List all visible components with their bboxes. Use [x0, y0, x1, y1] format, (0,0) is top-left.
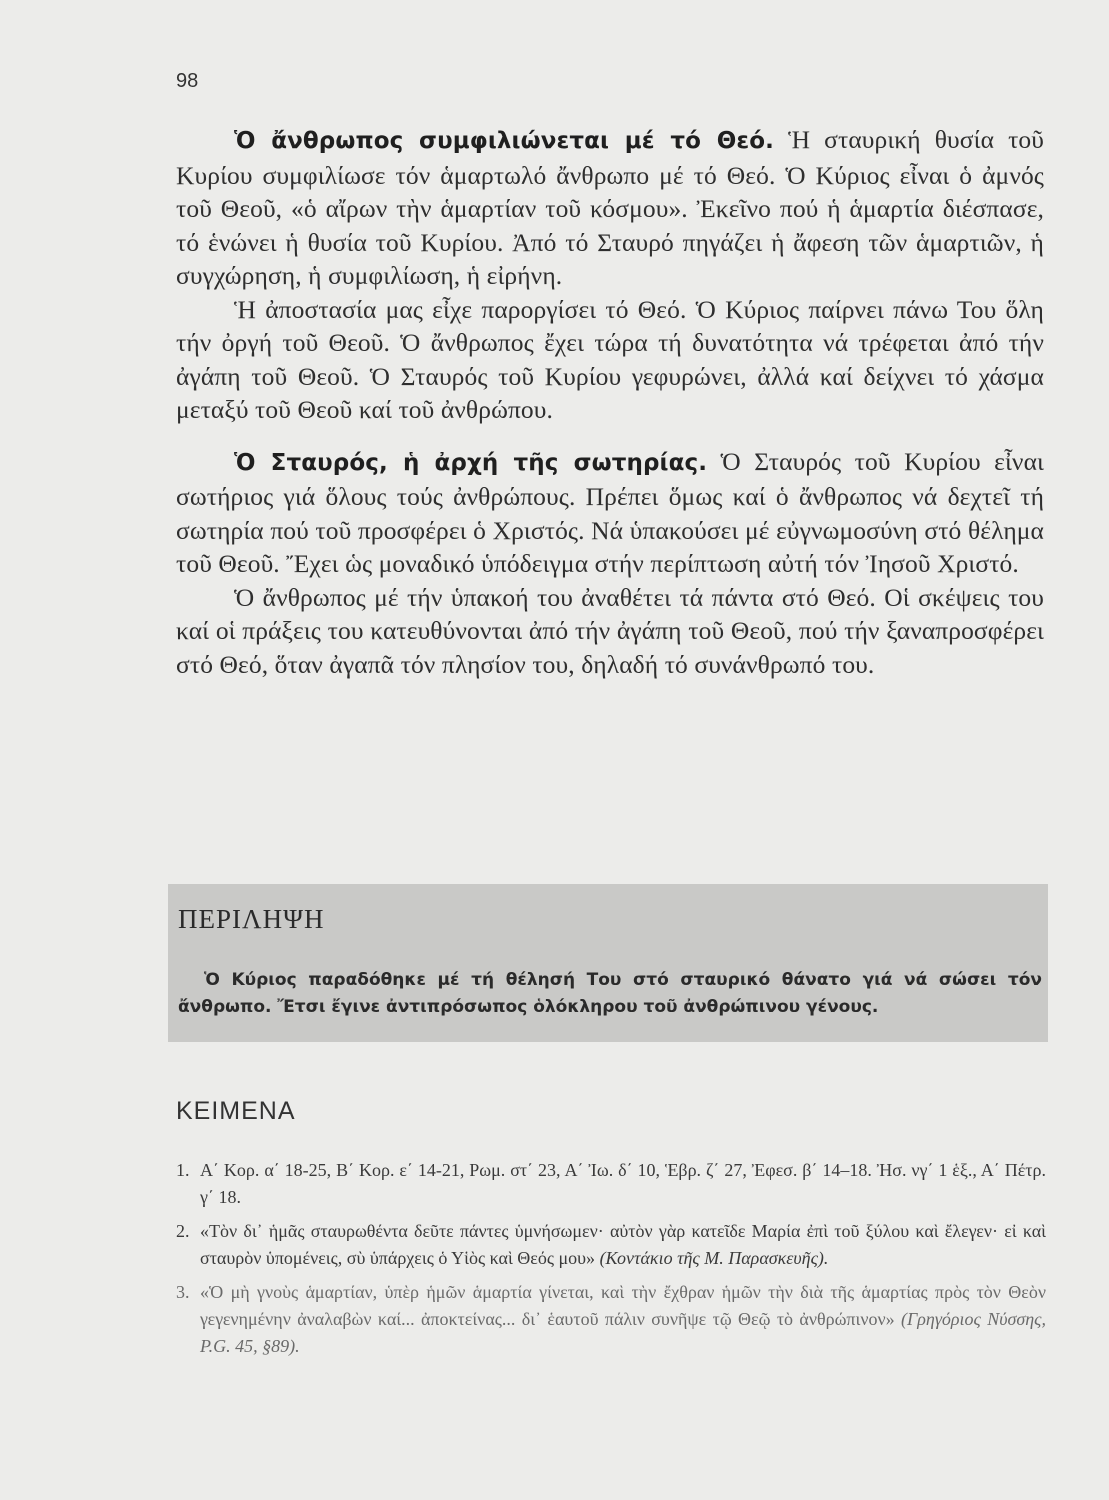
paragraph-heading: Ὁ ἄνθρωπος συμφιλιώνεται μέ τό Θεό.	[234, 128, 775, 154]
main-text	[176, 123, 1044, 681]
texts-list	[176, 1157, 1046, 1367]
list-item-number: 2.	[176, 1221, 190, 1241]
list-item-text: «Ὁ μὴ γνοὺς ἁμαρτίαν, ὑπὲρ ἡμῶν ἁμαρτία γίνεται, καὶ τὴν ἔχθραν ἡμῶν τὴν διὰ τῆς ἁμαρτίας πρὸς τὸν Θεὸν γεγενημένην ἀναλαβὼν καί... ἀποκτείνας... δι᾿ ἑαυτοῦ πάλιν συνῆψε τῷ Θεῷ τὸ ἀνθρώπινον»	[200, 1282, 1046, 1329]
paragraph-reconciliation	[176, 123, 1044, 293]
list-item-number: 3.	[176, 1282, 190, 1302]
list-item-text: «Τὸν δι᾿ ἡμᾶς σταυρωθέντα δεῦτε πάντες ὑμνήσωμεν· αὐτὸν γὰρ κατεῖδε Μαρία ἐπὶ τοῦ ξύλου καὶ ἔλεγεν· εἰ καὶ σταυρὸν ὑπομένεις, σὺ ὑπάρχεις ὁ Υἱὸς καὶ Θεός μου»	[200, 1221, 1046, 1268]
list-item	[176, 1157, 1046, 1211]
list-item-text: Α΄ Κορ. α΄ 18-25, Β΄ Κορ. ε΄ 14-21, Ρωμ. στ΄ 23, Α΄ Ἰω. δ΄ 10, Ἑβρ. ζ΄ 27, Ἐφεσ. β΄ 14–18. Ἠσ. νγ΄ 1 ἑξ., Α΄ Πέτρ. γ΄ 18.	[200, 1160, 1046, 1207]
paragraph-heading: Ὁ Σταυρός, ἡ ἀρχή τῆς σωτηρίας.	[234, 449, 708, 476]
paragraph-text: Ὁ Σταυρός τοῦ Κυρίου εἶναι σωτήριος γιά ὅλους τούς ἀνθρώπους. Πρέπει ὅμως καί ὁ ἄνθρωπος νά δεχτεῖ τή σωτηρία πού τοῦ προσφέρει ὁ Χριστός. Νά ὑπακούσει μέ εὐγνωμοσύνη στό θέλημα τοῦ Θεοῦ. Ἔχει ὡς μοναδικό ὑπόδειγμα στήν περίπτωση αὐτή τόν Ἰησοῦ Χριστό.	[176, 446, 1044, 578]
texts-section-title: ΚΕΙΜΕΝΑ	[176, 1097, 296, 1125]
paragraph-salvation	[176, 445, 1044, 581]
paragraph-text: Ἡ σταυρική θυσία τοῦ Κυρίου συμφιλίωσε τόν ἁμαρτωλό ἄνθρωπο μέ τό Θεό. Ὁ Κύριος εἶναι ὁ ἀμνός τοῦ Θεοῦ, «ὁ αἴρων τὴν ἁμαρτίαν τοῦ κόσμου». Ἐκεῖνο πού ἡ ἁμαρτία διέσπασε, τό ἑνώνει ἡ θυσία τοῦ Κυρίου. Ἀπό τό Σταυρό πηγάζει ἡ ἄφεση τῶν ἁμαρτιῶν, ἡ συγχώρηση, ἡ συμφιλίωση, ἡ εἰρήνη.	[176, 125, 1044, 290]
list-item-number: 1.	[176, 1160, 190, 1180]
paragraph-text: Ἡ ἀποστασία μας εἶχε παροργίσει τό Θεό. Ὁ Κύριος παίρνει πάνω Του ὅλη τήν ὀργή τοῦ Θεοῦ. Ὁ ἄνθρωπος ἔχει τώρα τή δυνατότητα νά τρέφεται ἀπό τήν ἀγάπη τοῦ Θεοῦ. Ὁ Σταυρός τοῦ Κυρίου γεφυρώνει, ἀλλά καί δείχνει τό χάσμα μεταξύ τοῦ Θεοῦ καί τοῦ ἀνθρώπου.	[176, 294, 1044, 424]
paragraph-text: Ὁ ἄνθρωπος μέ τήν ὑπακοή του ἀναθέτει τά πάντα στό Θεό. Οἱ σκέψεις του καί οἱ πράξεις του κατευθύνονται ἀπό τήν ἀγάπη τοῦ Θεοῦ, πού τήν ξαναπροσφέρει στό Θεό, ὅταν ἀγαπᾶ τόν πλησίον του, δηλαδή τό συνάνθρωπό του.	[176, 582, 1044, 679]
list-item-source: (Κοντάκιο τῆς Μ. Παρασκευῆς).	[599, 1248, 829, 1268]
summary-title: ΠΕΡΙΛΗΨΗ	[178, 904, 325, 934]
paragraph-obedience	[176, 581, 1044, 682]
paragraph-apostasy	[176, 293, 1044, 427]
page-number: 98	[176, 70, 199, 92]
list-item-source: (Γρηγόριος Νύσσης, P.G. 45, §89).	[200, 1309, 1046, 1356]
summary-text: Ὁ Κύριος παραδόθηκε μέ τή θέλησή Του στό σταυρικό θάνατο γιά νά σώσει τόν ἄνθρωπο. Ἔτσι ἔγινε ἀντιπρόσωπος ὁλόκληρου τοῦ ἀνθρώπινου γένους.	[178, 970, 1042, 1017]
list-item	[176, 1218, 1046, 1272]
list-item	[176, 1279, 1046, 1360]
summary-box	[168, 884, 1048, 1042]
